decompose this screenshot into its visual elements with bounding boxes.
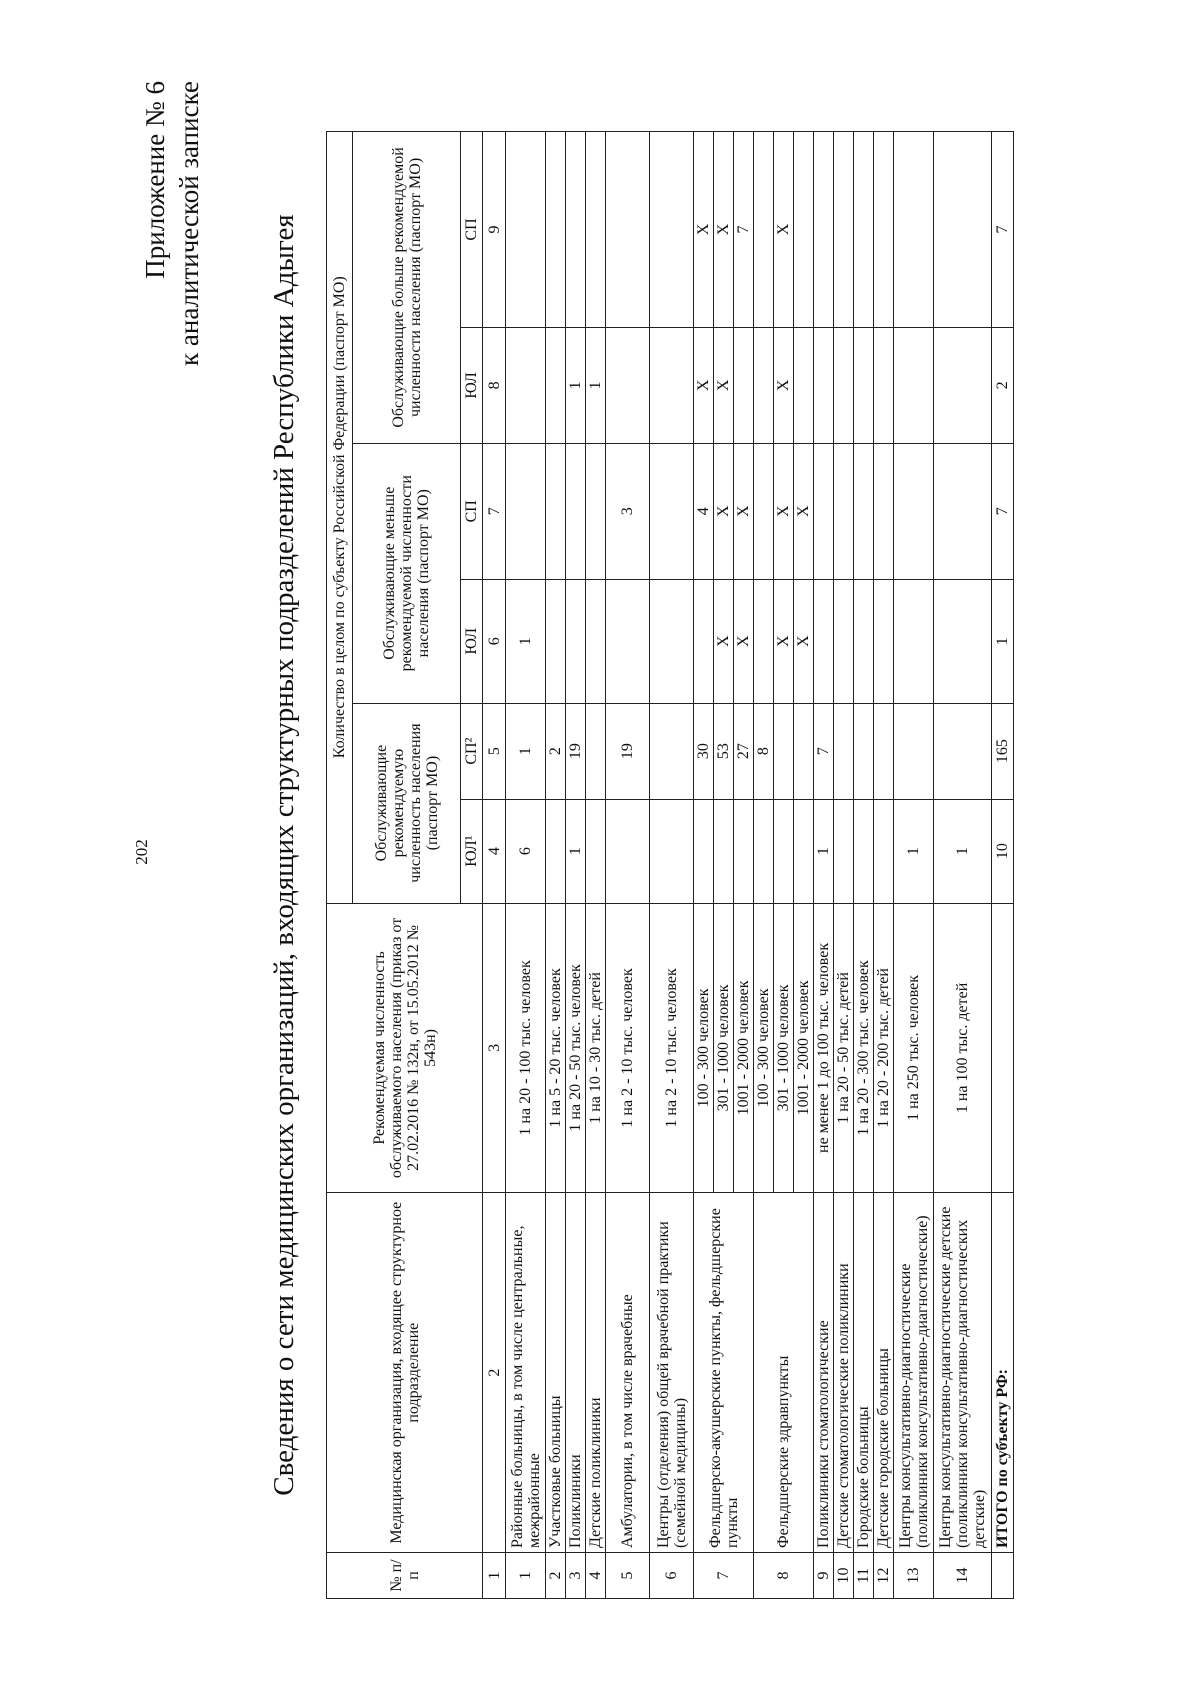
row-num: 2 [546, 1553, 566, 1599]
cell-a-sp: 30 [694, 703, 714, 799]
row-num: 6 [650, 1553, 694, 1599]
cell-b-yul: Х [734, 579, 754, 703]
table-row [694, 132, 714, 1599]
cell-b-yul [586, 579, 606, 703]
row-num: 5 [606, 1553, 650, 1599]
page-number: 202 [132, 839, 151, 865]
cell-b-sp [546, 443, 566, 579]
cell-c-yul [834, 327, 854, 443]
total-a-sp: 165 [992, 703, 1014, 799]
org-name: Детские стоматологические поликлиники [834, 1193, 854, 1553]
cell-c-yul [754, 327, 774, 443]
row-num: 7 [694, 1553, 754, 1599]
org-name: Центры консультативно-диагностические детские (поликлиники консультативно-диагностических детские) [934, 1193, 992, 1553]
row-num: 1 [506, 1553, 546, 1599]
row-num: 14 [934, 1553, 992, 1599]
recommended: 1 на 2 - 10 тыс. человек [650, 903, 694, 1193]
cell-a-sp [586, 703, 606, 799]
cell-b-yul: 1 [506, 579, 546, 703]
row-num: 11 [854, 1553, 874, 1599]
cell-a-sp [854, 703, 874, 799]
cell-c-yul [874, 327, 894, 443]
total-recommended [992, 903, 1014, 1193]
cell-a-yul: 1 [934, 799, 992, 903]
col-number: 8 [483, 327, 506, 443]
cell-a-sp [934, 703, 992, 799]
org-name: Детские городские больницы [874, 1193, 894, 1553]
cell-a-yul: 6 [506, 799, 546, 903]
cell-b-sp: 4 [694, 443, 714, 579]
org-name: Фельдшерские здравпункты [754, 1193, 814, 1553]
cell-b-yul [546, 579, 566, 703]
table-row [834, 132, 854, 1599]
cell-b-yul: Х [774, 579, 794, 703]
cell-b-yul [650, 579, 694, 703]
recommended: 301 - 1000 человек [714, 903, 734, 1193]
cell-c-yul [794, 327, 814, 443]
document-title: Сведения о сети медицинских организаций, входящих структурных подразделений Республики Адыгея [268, 214, 300, 1496]
table-row [814, 132, 834, 1599]
cell-c-sp [814, 132, 834, 328]
cell-b-yul [606, 579, 650, 703]
cell-b-sp: Х [774, 443, 794, 579]
appendix-line-1: Приложение № 6 [140, 81, 170, 279]
table-row [606, 132, 650, 1599]
cell-a-yul [734, 799, 754, 903]
table-row [854, 132, 874, 1599]
table-row [874, 132, 894, 1599]
column-number-row [483, 132, 506, 1599]
table-row [894, 132, 934, 1599]
cell-c-yul: 1 [586, 327, 606, 443]
cell-a-yul [774, 799, 794, 903]
recommended: 1 на 20 - 50 тыс. человек [566, 903, 586, 1193]
table-row [650, 132, 694, 1599]
cell-a-yul [854, 799, 874, 903]
cell-b-sp: Х [794, 443, 814, 579]
cell-c-yul [894, 327, 934, 443]
cell-c-sp [854, 132, 874, 328]
header-yul: ЮЛ [461, 579, 483, 703]
table-row [934, 132, 992, 1599]
total-c-sp: 7 [992, 132, 1014, 328]
cell-c-yul: 1 [566, 327, 586, 443]
cell-b-yul [854, 579, 874, 703]
cell-c-sp: Х [774, 132, 794, 328]
rotated-page [90, 55, 1200, 1655]
total-c-yul: 2 [992, 327, 1014, 443]
header-group-less: Обслуживающие меньше рекомендуемой численности населения (паспорт МО) [353, 443, 461, 703]
cell-a-sp: 8 [754, 703, 774, 799]
cell-c-sp [754, 132, 774, 328]
row-num: 12 [874, 1553, 894, 1599]
cell-a-yul [754, 799, 774, 903]
cell-b-sp [854, 443, 874, 579]
recommended: 1 на 10 - 30 тыс. детей [586, 903, 606, 1193]
cell-c-yul [650, 327, 694, 443]
cell-c-sp [606, 132, 650, 328]
cell-a-yul [794, 799, 814, 903]
recommended: 1 на 250 тыс. человек [894, 903, 934, 1193]
row-num: 13 [894, 1553, 934, 1599]
header-total-group: Количество в целом по субъекту Российской Федерации (паспорт МО) [327, 132, 353, 904]
header-num: № п/п [327, 1553, 483, 1599]
col-number: 5 [483, 703, 506, 799]
cell-c-yul [854, 327, 874, 443]
cell-b-yul [566, 579, 586, 703]
cell-a-sp: 19 [606, 703, 650, 799]
cell-c-sp: Х [694, 132, 714, 328]
header-yul1: ЮЛ¹ [461, 799, 483, 903]
header-sp2: СП² [461, 703, 483, 799]
total-num [992, 1553, 1014, 1599]
col-number: 2 [483, 1193, 506, 1553]
cell-a-yul: 1 [566, 799, 586, 903]
org-name: Участковые больницы [546, 1193, 566, 1553]
header-recommended: Рекомендуемая численность обслуживаемого населения (приказ от 27.02.2016 № 132н, от 15.05.2012 № 543н) [327, 903, 483, 1193]
cell-a-sp: 53 [714, 703, 734, 799]
header-sp: СП [461, 132, 483, 328]
cell-c-sp [894, 132, 934, 328]
org-name: Районные больницы, в том числе центральные, межрайонные [506, 1193, 546, 1553]
cell-c-sp: Х [714, 132, 734, 328]
recommended: 1001 - 2000 человек [794, 903, 814, 1193]
medical-organizations-table [326, 131, 1014, 1599]
cell-a-sp [874, 703, 894, 799]
row-num: 3 [566, 1553, 586, 1599]
cell-b-yul: Х [794, 579, 814, 703]
cell-b-yul [834, 579, 854, 703]
cell-c-sp [834, 132, 854, 328]
cell-a-sp: 7 [814, 703, 834, 799]
header-sp: СП [461, 443, 483, 579]
cell-c-sp [650, 132, 694, 328]
cell-b-sp [586, 443, 606, 579]
total-label: ИТОГО по субъекту РФ: [992, 1193, 1014, 1553]
org-name: Городские больницы [854, 1193, 874, 1553]
col-number: 7 [483, 443, 506, 579]
cell-b-sp: Х [734, 443, 754, 579]
org-name: Центры (отделения) общей врачебной практики (семейной медицины) [650, 1193, 694, 1553]
cell-c-yul [814, 327, 834, 443]
cell-b-yul [874, 579, 894, 703]
cell-b-yul [934, 579, 992, 703]
row-num: 8 [754, 1553, 814, 1599]
cell-a-yul [714, 799, 734, 903]
cell-b-sp [650, 443, 694, 579]
total-a-yul: 10 [992, 799, 1014, 903]
cell-b-yul [814, 579, 834, 703]
cell-a-yul: 1 [814, 799, 834, 903]
col-number: 3 [483, 903, 506, 1193]
cell-b-yul: Х [714, 579, 734, 703]
cell-a-sp [794, 703, 814, 799]
cell-a-yul [834, 799, 854, 903]
cell-c-yul: Х [774, 327, 794, 443]
col-number: 9 [483, 132, 506, 328]
recommended: 301 - 1000 человек [774, 903, 794, 1193]
cell-a-yul [694, 799, 714, 903]
cell-c-yul [506, 327, 546, 443]
cell-c-sp [586, 132, 606, 328]
cell-c-sp [794, 132, 814, 328]
recommended: 100 - 300 человек [694, 903, 714, 1193]
cell-c-yul: Х [694, 327, 714, 443]
row-num: 9 [814, 1553, 834, 1599]
org-name: Центры консультативно-диагностические (поликлиники консультативно-диагностические) [894, 1193, 934, 1553]
table-row [506, 132, 546, 1599]
cell-c-yul: Х [714, 327, 734, 443]
recommended: 1 на 2 - 10 тыс. человек [606, 903, 650, 1193]
cell-a-yul: 1 [894, 799, 934, 903]
recommended: 1001 - 2000 человек [734, 903, 754, 1193]
recommended: 1 на 20 - 300 тыс. человек [854, 903, 874, 1193]
header-org: Медицинская организация, входящее структурное подразделение [327, 1193, 483, 1553]
cell-a-yul [650, 799, 694, 903]
cell-b-sp [834, 443, 854, 579]
org-name: Детские поликлиники [586, 1193, 606, 1553]
col-number: 6 [483, 579, 506, 703]
total-b-yul: 1 [992, 579, 1014, 703]
appendix-line-2: к аналитической записке [174, 81, 204, 366]
cell-c-yul [934, 327, 992, 443]
org-name: Амбулатории, в том числе врачебные [606, 1193, 650, 1553]
cell-c-sp [874, 132, 894, 328]
header-yul: ЮЛ [461, 327, 483, 443]
recommended: 100 - 300 человек [754, 903, 774, 1193]
appendix-label [138, 81, 206, 366]
cell-a-yul [546, 799, 566, 903]
org-name: Поликлиники стоматологические [814, 1193, 834, 1553]
cell-a-sp: 2 [546, 703, 566, 799]
recommended: 1 на 100 тыс. детей [934, 903, 992, 1193]
table-row [566, 132, 586, 1599]
cell-c-sp [546, 132, 566, 328]
cell-b-sp [506, 443, 546, 579]
cell-b-sp [566, 443, 586, 579]
recommended: 1 на 5 - 20 тыс. человек [546, 903, 566, 1193]
cell-a-sp [894, 703, 934, 799]
col-number: 1 [483, 1553, 506, 1599]
cell-c-sp [934, 132, 992, 328]
cell-b-sp [894, 443, 934, 579]
cell-a-sp [774, 703, 794, 799]
cell-a-yul [874, 799, 894, 903]
cell-a-sp [834, 703, 854, 799]
total-b-sp: 7 [992, 443, 1014, 579]
cell-c-sp: 7 [734, 132, 754, 328]
cell-a-yul [606, 799, 650, 903]
row-num: 4 [586, 1553, 606, 1599]
cell-b-sp [934, 443, 992, 579]
cell-a-sp: 1 [506, 703, 546, 799]
cell-c-sp [566, 132, 586, 328]
cell-c-yul [734, 327, 754, 443]
cell-a-yul [586, 799, 606, 903]
table-row [546, 132, 566, 1599]
recommended: не менее 1 до 100 тыс. человек [814, 903, 834, 1193]
cell-b-sp: Х [714, 443, 734, 579]
table-row [754, 132, 774, 1599]
org-name: Фельдшерско-акушерские пункты, фельдшерские пункты [694, 1193, 754, 1553]
recommended: 1 на 20 - 50 тыс. детей [834, 903, 854, 1193]
cell-b-yul [894, 579, 934, 703]
cell-a-sp: 19 [566, 703, 586, 799]
recommended: 1 на 20 - 200 тыс. детей [874, 903, 894, 1193]
cell-a-sp [650, 703, 694, 799]
total-row [992, 132, 1014, 1599]
header-group-more: Обслуживающие больше рекомендуемой численности населения (паспорт МО) [353, 132, 461, 444]
table-row [586, 132, 606, 1599]
row-num: 10 [834, 1553, 854, 1599]
cell-c-yul [546, 327, 566, 443]
cell-b-sp [754, 443, 774, 579]
cell-b-sp [814, 443, 834, 579]
cell-c-sp [506, 132, 546, 328]
cell-c-yul [606, 327, 650, 443]
cell-a-sp: 27 [734, 703, 754, 799]
cell-b-sp [874, 443, 894, 579]
cell-b-yul [754, 579, 774, 703]
header-group-recommended: Обслуживающие рекомендуемую численность населения (паспорт МО) [353, 703, 461, 903]
col-number: 4 [483, 799, 506, 903]
org-name: Поликлиники [566, 1193, 586, 1553]
recommended: 1 на 20 - 100 тыс. человек [506, 903, 546, 1193]
cell-b-sp: 3 [606, 443, 650, 579]
cell-b-yul [694, 579, 714, 703]
